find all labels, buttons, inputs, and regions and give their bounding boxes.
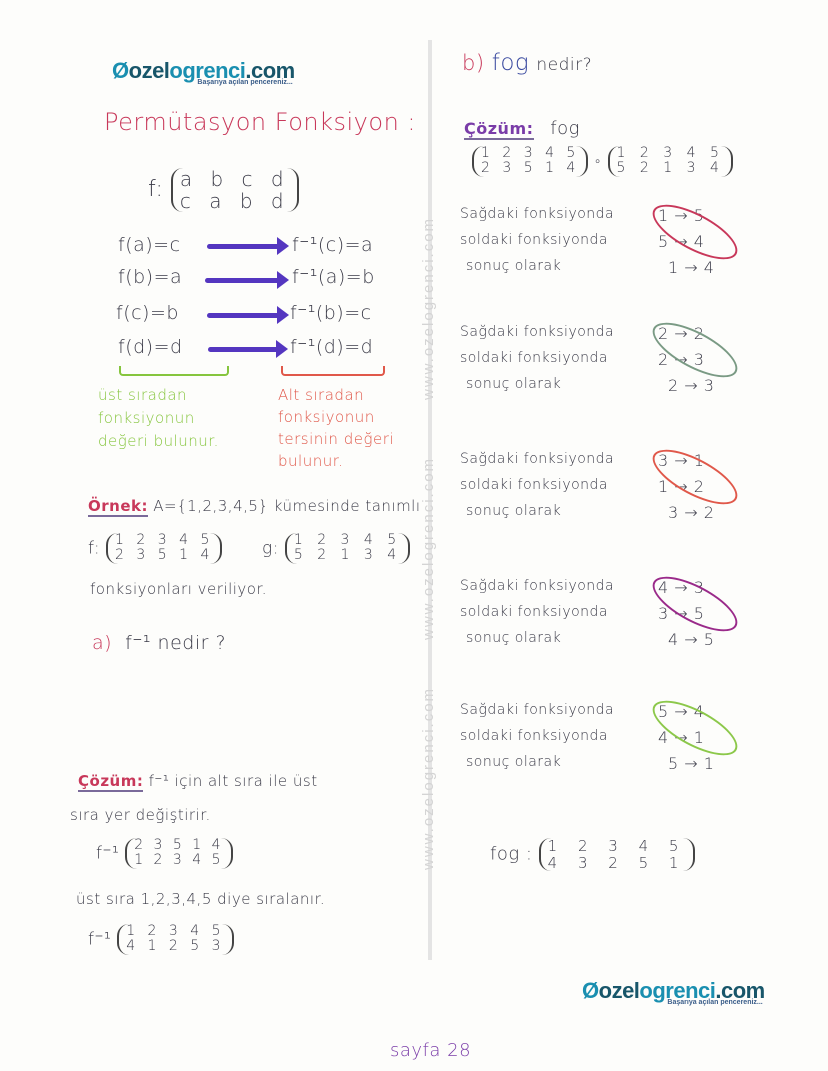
step-label: sonuç olarak — [466, 376, 562, 392]
step-mapping: 4 → 1 — [658, 728, 705, 747]
step-label: Sağdaki fonksiyonda — [460, 206, 615, 222]
step-mapping: 5 → 1 — [668, 754, 715, 773]
logo: Øozelogrenci.com Başarıya açılan pencereniz... — [582, 978, 765, 1006]
step-label: soldaki fonksiyonda — [460, 350, 609, 366]
mapping-finv: f⁻¹(b)=c — [290, 302, 372, 324]
step-mapping: 5 → 4 — [658, 702, 705, 721]
mapping-f: f(a)=c — [118, 234, 181, 256]
mapping-f: f(d)=d — [118, 336, 183, 358]
question-a: a) f⁻¹ nedir ? — [92, 632, 227, 654]
brace-red — [281, 366, 385, 376]
brace-green — [119, 366, 229, 376]
solution-a: Çözüm: f⁻¹ için alt sıra ile üst — [78, 772, 318, 790]
step-mapping: 3 → 2 — [668, 503, 715, 522]
mapping-f: f(b)=a — [118, 266, 183, 288]
page-title: Permütasyon Fonksiyon : — [104, 108, 416, 136]
arrow-icon — [208, 347, 282, 352]
solution-b: Çözüm: fog — [464, 118, 580, 139]
g-matrix: g: 1 2 3 4 5 5 2 1 3 4 — [262, 533, 410, 564]
step-mapping: 4 → 3 — [658, 578, 705, 597]
step-label: Sağdaki fonksiyonda — [460, 324, 615, 340]
step-label: Sağdaki fonksiyonda — [460, 578, 615, 594]
step-label: soldaki fonksiyonda — [460, 232, 609, 248]
mapping-finv: f⁻¹(c)=a — [292, 234, 374, 256]
arrow-icon — [207, 313, 283, 318]
step-label: sonuç olarak — [466, 754, 562, 770]
f-matrix: f: 1 2 3 4 5 2 3 5 1 4 — [88, 533, 222, 564]
step-mapping: 1 → 4 — [668, 258, 715, 277]
sort-text: üst sıra 1,2,3,4,5 diye sıralanır. — [76, 890, 326, 908]
step-mapping: 2 → 3 — [658, 350, 705, 369]
watermark: www.ozelogrenci.com — [420, 686, 437, 870]
step-label: soldaki fonksiyonda — [460, 604, 609, 620]
step-mapping: 2 → 2 — [658, 324, 705, 343]
step-mapping: 2 → 3 — [668, 376, 715, 395]
composition: 1 2 3 4 5 2 3 5 1 4 ∘ 1 2 3 4 5 5 2 1 3 4 — [472, 146, 733, 177]
mapping-f: f(c)=b — [116, 302, 179, 324]
step-label: soldaki fonksiyonda — [460, 728, 609, 744]
logo: Øozelogrenci.com Başarıya açılan pencereniz... — [112, 58, 295, 86]
page-number: sayfa 28 — [390, 1040, 472, 1061]
step-label: Sağdaki fonksiyonda — [460, 702, 615, 718]
arrow-icon — [207, 244, 283, 249]
step-label: sonuç olarak — [466, 630, 562, 646]
step-mapping: 3 → 5 — [658, 604, 705, 623]
note-red: Alt sıradan fonksiyonun tersinin değeri bulunur. — [278, 386, 395, 470]
step-label: sonuç olarak — [466, 503, 562, 519]
step-mapping: 3 → 1 — [658, 451, 705, 470]
mapping-finv: f⁻¹(a)=b — [292, 266, 375, 288]
step-label: sonuç olarak — [466, 258, 562, 274]
step-mapping: 1 → 2 — [658, 477, 705, 496]
step-mapping: 5 → 4 — [658, 232, 705, 251]
question-b: b) fog nedir? — [462, 50, 593, 76]
watermark: www.ozelogrenci.com — [420, 456, 437, 640]
example-line: Örnek: A={1,2,3,4,5} kümesinde tanımlı — [88, 497, 421, 515]
fog-result: fog : 1 2 3 4 5 4 3 2 5 1 — [490, 838, 695, 871]
step-mapping: 4 → 5 — [668, 630, 715, 649]
solution-a-line2: sıra yer değiştirir. — [70, 806, 211, 824]
note-green: üst sıradan fonksiyonun değeri bulunur. — [98, 386, 219, 450]
f-definition: f: a b c d c a b d — [148, 168, 299, 212]
watermark: www.ozelogrenci.com — [420, 216, 437, 400]
step-label: Sağdaki fonksiyonda — [460, 451, 615, 467]
arrow-icon — [205, 278, 283, 283]
step-mapping: 1 → 5 — [658, 206, 705, 225]
step-label: soldaki fonksiyonda — [460, 477, 609, 493]
finv-result: f⁻¹ 1 2 3 4 5 4 1 2 5 3 — [88, 924, 234, 955]
finv-swapped: f⁻¹ 2 3 5 1 4 1 2 3 4 5 — [96, 838, 233, 869]
mapping-finv: f⁻¹(d)=d — [290, 336, 374, 358]
given-text: fonksiyonları veriliyor. — [90, 580, 268, 598]
